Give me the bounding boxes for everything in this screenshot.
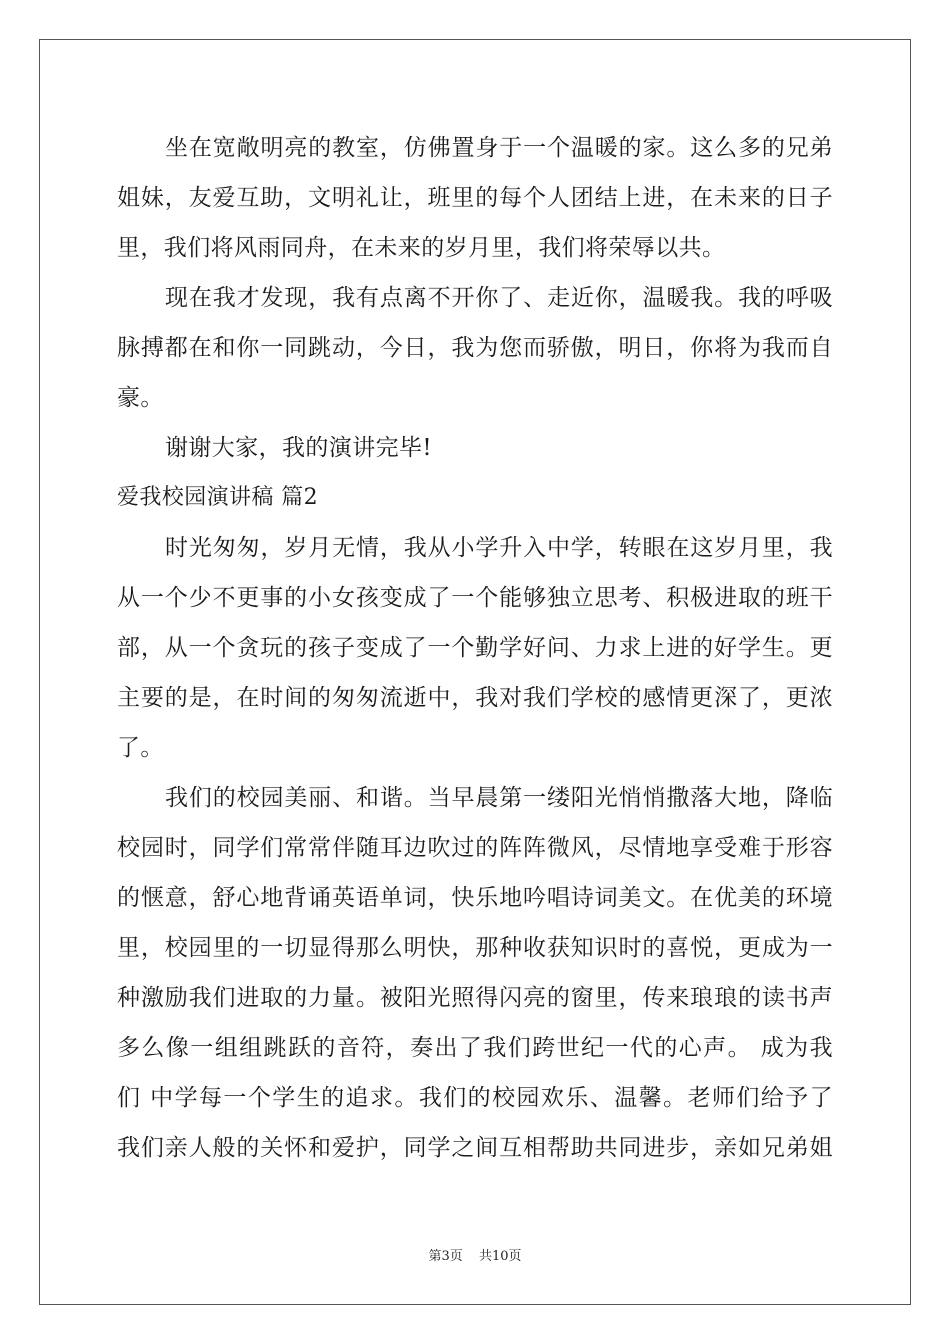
paragraph-line: 我们亲人般的关怀和爱护，同学之间互相帮助共同进步，亲如兄弟姐 (117, 1135, 833, 1161)
paragraph-line: 现在我才发现，我有点离不开你了、走近你，温暖我。我的呼吸 (165, 285, 833, 311)
page-total: 共10页 (478, 1249, 522, 1264)
page-number: 第3页 (428, 1249, 463, 1264)
paragraph-line: 我们的校园美丽、和谐。当早晨第一缕阳光悄悄撒落大地，降临 (165, 785, 833, 811)
paragraph-line: 脉搏都在和你一同跳动，今日，我为您而骄傲，明日，你将为我而自 (117, 335, 833, 361)
paragraph-line: 姐妹，友爱互助，文明礼让，班里的每个人团结上进，在未来的日子 (117, 185, 833, 211)
paragraph-line: 从一个少不更事的小女孩变成了一个能够独立思考、积极进取的班干 (117, 585, 833, 611)
paragraph-line: 里，我们将风雨同舟，在未来的岁月里，我们将荣辱以共。 (117, 235, 726, 261)
paragraph-line: 里，校园里的一切显得那么明快，那种收获知识时的喜悦，更成为一 (117, 935, 833, 961)
page-footer (0, 1245, 950, 1264)
section-title: 爱我校园演讲稿 篇2 (117, 485, 318, 510)
paragraph-line: 坐在宽敞明亮的教室，仿佛置身于一个温暖的家。这么多的兄弟 (165, 135, 833, 161)
paragraph-line: 豪。 (117, 385, 164, 411)
paragraph-line: 多么像一组组跳跃的音符，奏出了我们跨世纪一代的心声。 成为我 (117, 1035, 833, 1061)
paragraph-line: 校园时，同学们常常伴随耳边吹过的阵阵微风，尽情地享受难于形容 (117, 835, 833, 861)
paragraph-line: 种激励我们进取的力量。被阳光照得闪亮的窗里，传来琅琅的读书声 (117, 985, 833, 1011)
paragraph-line: 时光匆匆，岁月无情，我从小学升入中学，转眼在这岁月里，我 (165, 535, 833, 561)
paragraph-line: 了。 (117, 735, 164, 761)
paragraph-line: 们 中学每一个学生的追求。我们的校园欢乐、温馨。老师们给予了 (117, 1085, 833, 1111)
paragraph-line: 部，从一个贪玩的孩子变成了一个勤学好问、力求上进的好学生。更 (117, 635, 833, 661)
paragraph-line: 谢谢大家，我的演讲完毕! (165, 435, 433, 461)
paragraph-line: 的惬意，舒心地背诵英语单词，快乐地吟唱诗词美文。在优美的环境 (117, 885, 833, 911)
paragraph-line: 主要的是，在时间的匆匆流逝中，我对我们学校的感情更深了，更浓 (117, 685, 833, 711)
